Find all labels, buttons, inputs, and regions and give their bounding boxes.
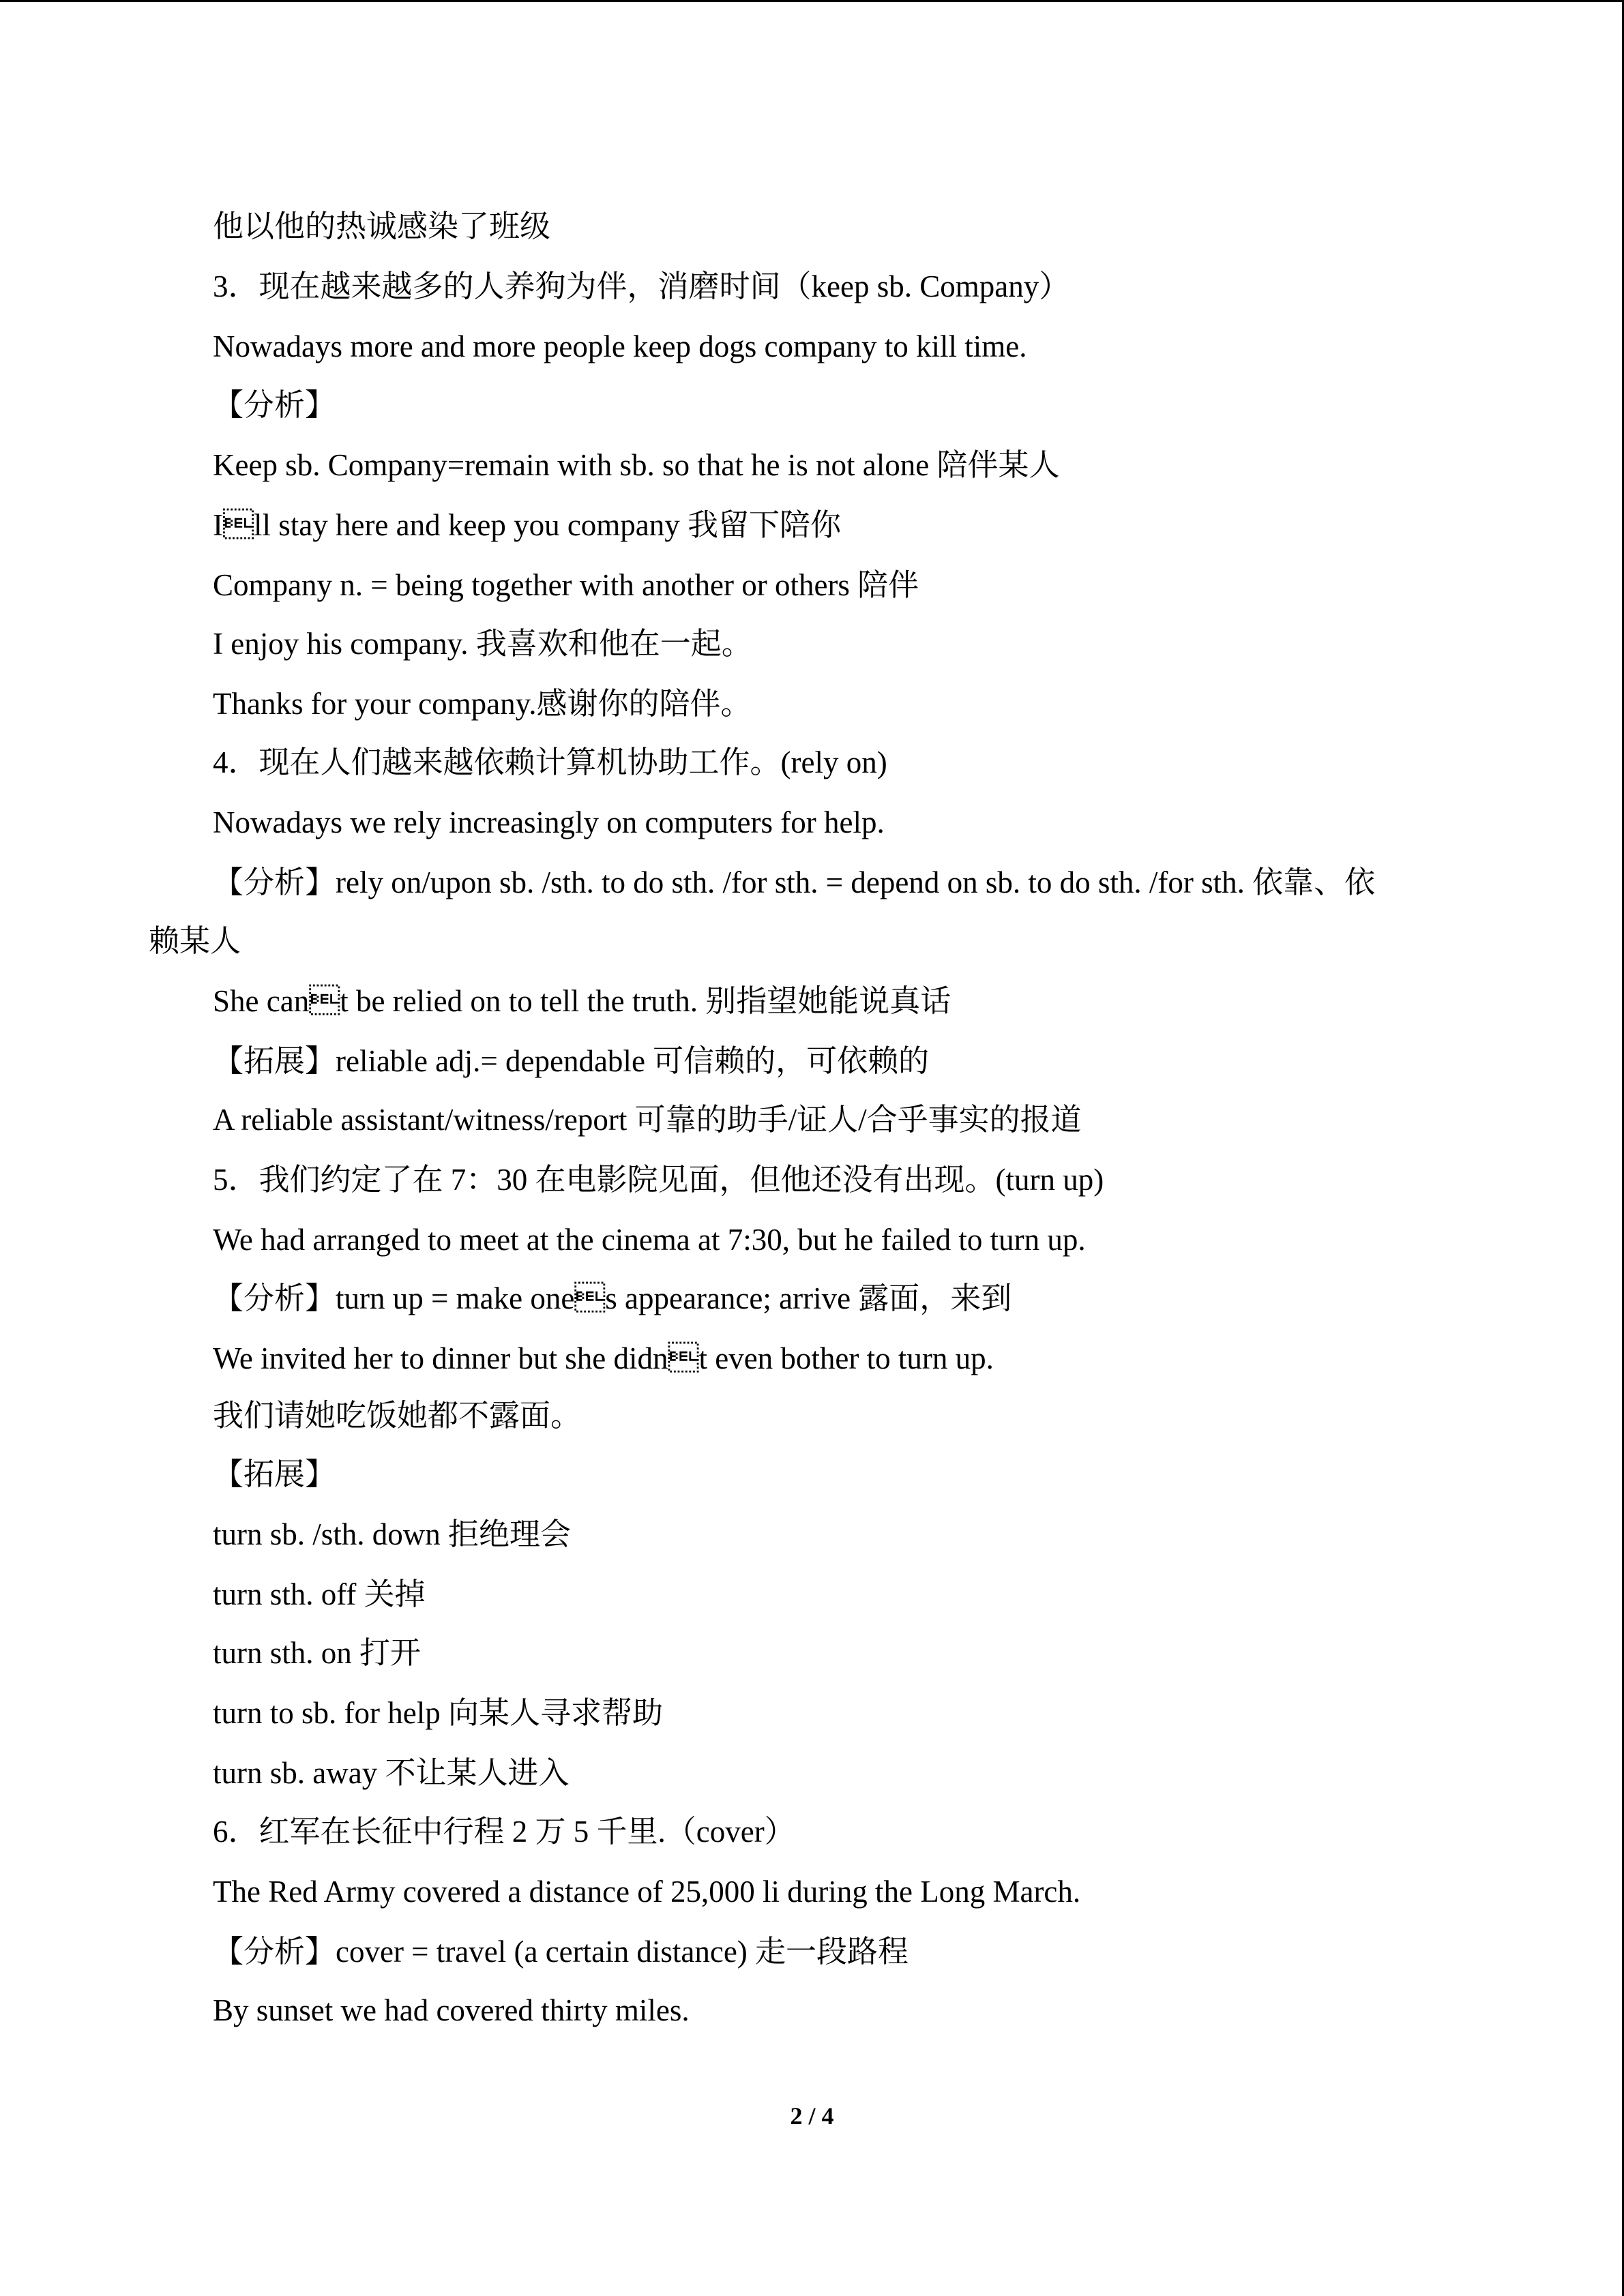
page-border-top <box>0 0 1624 2</box>
text-line: 6．红军在长征中行程 2 万 5 千里.（cover） <box>213 1815 795 1849</box>
text-line: 我们请她吃饭她都不露面。 <box>213 1399 582 1433</box>
text-line: 【拓展】reliable adj.= dependable 可信赖的，可依赖的 <box>213 1044 930 1078</box>
text-line: Company n. = being together with another or others 陪伴 <box>213 568 919 602</box>
text-line: turn sth. on 打开 <box>213 1636 422 1670</box>
text-line: Keep sb. Company=remain with sb. so that he is not alone 陪伴某人 <box>213 448 1060 482</box>
text-line: The Red Army covered a distance of 25,000 li during the Long March. <box>213 1875 1081 1909</box>
text-line: A reliable assistant/witness/report 可靠的助手/证人/合乎事实的报道 <box>213 1103 1082 1137</box>
text-line: By sunset we had covered thirty miles. <box>213 1993 690 2027</box>
text-line: I enjoy his company. 我喜欢和他在一起。 <box>213 627 752 661</box>
text-line: 【分析】rely on/upon sb. /sth. to do sth. /for sth. = depend on sb. to do sth. /for sth. 依靠、依 <box>213 865 1376 899</box>
section-heading-extension: 【拓展】 <box>213 1457 336 1491</box>
text-line: Ill stay here and keep you company 我留下陪你 <box>213 508 842 542</box>
text-line: turn to sb. for help 向某人寻求帮助 <box>213 1696 663 1730</box>
page-number: 2 / 4 <box>790 2102 834 2130</box>
text-line: turn sth. off 关掉 <box>213 1577 426 1611</box>
text-line: She cant be relied on to tell the truth. 别指望她能说真话 <box>213 984 951 1018</box>
text-line: Nowadays we rely increasingly on computers for help. <box>213 805 885 839</box>
text-line: 3．现在越来越多的人养狗为伴，消磨时间（keep sb. Company） <box>213 269 1070 303</box>
text-line: 5．我们约定了在 7：30 在电影院见面，但他还没有出现。(turn up) <box>213 1163 1104 1197</box>
text-line: Thanks for your company.感谢你的陪伴。 <box>213 687 752 721</box>
text-line: turn sb. away 不让某人进入 <box>213 1756 570 1790</box>
text-line: We invited her to dinner but she didnt even bother to turn up. <box>213 1341 994 1375</box>
text-line: 【分析】cover = travel (a certain distance) 走一段路程 <box>213 1935 909 1969</box>
text-line: 4．现在人们越来越依赖计算机协助工作。(rely on) <box>213 745 887 779</box>
section-heading-analysis: 【分析】 <box>213 388 336 422</box>
text-line: turn sb. /sth. down 拒绝理会 <box>213 1517 572 1551</box>
text-line: We had arranged to meet at the cinema at 7:30, but he failed to turn up. <box>213 1223 1086 1257</box>
text-line: 他以他的热诚感染了班级 <box>213 209 551 243</box>
text-line: 【分析】turn up = make ones appearance; arrive 露面，来到 <box>213 1281 1012 1315</box>
text-line-continuation: 赖某人 <box>149 924 241 958</box>
text-line: Nowadays more and more people keep dogs company to kill time. <box>213 329 1027 363</box>
